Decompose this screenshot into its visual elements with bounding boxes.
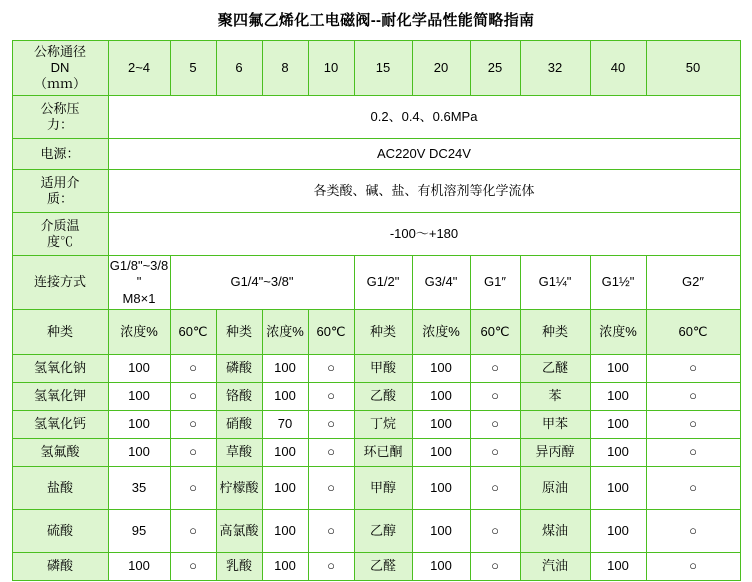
value-power: AC220V DC24V <box>108 139 740 170</box>
chem-kind: 乙醇 <box>354 509 412 552</box>
chem-temp-mark: ○ <box>170 552 216 580</box>
chem-kind: 乙酸 <box>354 382 412 410</box>
connection-value: G1½" <box>590 256 646 310</box>
label-dn-line2: DN <box>50 59 70 75</box>
chem-concentration: 100 <box>590 410 646 438</box>
chem-concentration: 95 <box>108 509 170 552</box>
chem-temp-mark: ○ <box>646 382 740 410</box>
chem-concentration: 100 <box>262 354 308 382</box>
label-temperature <box>12 213 108 256</box>
connection-value <box>108 256 170 310</box>
label-pressure-line2: 力： <box>46 117 73 132</box>
chem-kind: 乙醚 <box>520 354 590 382</box>
connection-value: G3/4" <box>412 256 470 310</box>
value-pressure: 0.2、0.4、0.6MPa <box>108 96 740 139</box>
chem-temp-mark: ○ <box>308 438 354 466</box>
chem-concentration: 100 <box>412 410 470 438</box>
chem-temp-mark: ○ <box>308 382 354 410</box>
dn-value: 8 <box>262 41 308 96</box>
chem-concentration: 100 <box>590 438 646 466</box>
table-row-connection <box>12 256 740 310</box>
chem-concentration: 100 <box>108 354 170 382</box>
label-pressure-line1: 公称压 <box>40 100 80 116</box>
chem-concentration: 100 <box>108 438 170 466</box>
chem-temp-mark: ○ <box>308 552 354 580</box>
chem-concentration: 100 <box>262 382 308 410</box>
table-row <box>12 509 740 552</box>
chem-kind: 氢氟酸 <box>12 438 108 466</box>
chem-concentration: 70 <box>262 410 308 438</box>
chem-temp-mark: ○ <box>470 438 520 466</box>
label-connection: 连接方式 <box>12 256 108 310</box>
connection-value: G1″ <box>470 256 520 310</box>
table-row-media <box>12 170 740 213</box>
chem-kind: 铬酸 <box>216 382 262 410</box>
table-row-power <box>12 139 740 170</box>
dn-value: 15 <box>354 41 412 96</box>
table-row-dn <box>12 41 740 96</box>
chem-concentration: 100 <box>412 354 470 382</box>
chem-temp-mark: ○ <box>470 410 520 438</box>
chem-temp-mark: ○ <box>470 354 520 382</box>
chem-concentration: 100 <box>108 382 170 410</box>
dn-value: 25 <box>470 41 520 96</box>
chem-temp-mark: ○ <box>470 509 520 552</box>
chem-temp-mark: ○ <box>170 382 216 410</box>
chem-temp-mark: ○ <box>646 410 740 438</box>
chem-kind: 硫酸 <box>12 509 108 552</box>
chem-kind: 苯 <box>520 382 590 410</box>
chem-temp-mark: ○ <box>470 382 520 410</box>
chem-header-concentration-4: 浓度% <box>590 309 646 354</box>
chem-temp-mark: ○ <box>170 410 216 438</box>
chem-temp-mark: ○ <box>646 466 740 509</box>
chem-header-concentration-2: 浓度% <box>262 309 308 354</box>
specification-table <box>12 40 741 581</box>
chem-kind: 磷酸 <box>12 552 108 580</box>
chem-concentration: 100 <box>262 438 308 466</box>
chem-concentration: 35 <box>108 466 170 509</box>
chem-kind: 乙醛 <box>354 552 412 580</box>
dn-value: 6 <box>216 41 262 96</box>
dn-value: 40 <box>590 41 646 96</box>
table-row-pressure <box>12 96 740 139</box>
connection-value-line2: M8×1 <box>122 290 156 306</box>
chem-concentration: 100 <box>412 466 470 509</box>
dn-value: 32 <box>520 41 590 96</box>
chem-header-temp-3: 60℃ <box>470 309 520 354</box>
table-row <box>12 410 740 438</box>
table-row <box>12 438 740 466</box>
table-row-chem-header <box>12 309 740 354</box>
chem-concentration: 100 <box>590 509 646 552</box>
chem-header-temp-1: 60℃ <box>170 309 216 354</box>
chem-temp-mark: ○ <box>646 438 740 466</box>
chem-concentration: 100 <box>412 382 470 410</box>
chem-kind: 汽油 <box>520 552 590 580</box>
chem-kind: 煤油 <box>520 509 590 552</box>
chem-temp-mark: ○ <box>308 410 354 438</box>
chem-concentration: 100 <box>590 382 646 410</box>
table-row-temperature <box>12 213 740 256</box>
chem-concentration: 100 <box>262 552 308 580</box>
chem-concentration: 100 <box>412 509 470 552</box>
chem-temp-mark: ○ <box>170 509 216 552</box>
dn-value: 2~4 <box>108 41 170 96</box>
chem-kind: 高氯酸 <box>216 509 262 552</box>
label-dn-line3: （ｍｍ） <box>33 76 86 92</box>
connection-value: G1/2" <box>354 256 412 310</box>
label-dn <box>12 41 108 96</box>
chem-kind: 原油 <box>520 466 590 509</box>
chem-temp-mark: ○ <box>308 466 354 509</box>
table-row <box>12 382 740 410</box>
chem-concentration: 100 <box>262 466 308 509</box>
chem-header-temp-2: 60℃ <box>308 309 354 354</box>
label-dn-line1: 公称通径 <box>33 43 86 59</box>
chem-header-temp-4: 60℃ <box>646 309 740 354</box>
chem-concentration: 100 <box>412 552 470 580</box>
label-media-line2: 质： <box>46 191 73 206</box>
chem-kind: 磷酸 <box>216 354 262 382</box>
chem-temp-mark: ○ <box>646 354 740 382</box>
label-pressure <box>12 96 108 139</box>
connection-value: G1/4"~3/8" <box>170 256 354 310</box>
chem-temp-mark: ○ <box>470 466 520 509</box>
chem-temp-mark: ○ <box>646 509 740 552</box>
chem-header-kind-1: 种类 <box>12 309 108 354</box>
chem-kind: 环已酮 <box>354 438 412 466</box>
chem-header-concentration-1: 浓度% <box>108 309 170 354</box>
chem-kind: 氢氧化钙 <box>12 410 108 438</box>
chem-header-kind-2: 种类 <box>216 309 262 354</box>
label-media <box>12 170 108 213</box>
chem-temp-mark: ○ <box>470 552 520 580</box>
chem-temp-mark: ○ <box>308 354 354 382</box>
chem-kind: 异丙醇 <box>520 438 590 466</box>
chem-header-kind-3: 种类 <box>354 309 412 354</box>
dn-value: 50 <box>646 41 740 96</box>
chem-temp-mark: ○ <box>170 438 216 466</box>
chem-concentration: 100 <box>590 552 646 580</box>
table-row <box>12 552 740 580</box>
value-temperature: -100～+180 <box>108 213 740 256</box>
chem-temp-mark: ○ <box>170 354 216 382</box>
chem-kind: 氢氧化钠 <box>12 354 108 382</box>
chem-temp-mark: ○ <box>170 466 216 509</box>
label-media-line1: 适用介 <box>40 174 80 190</box>
chem-kind: 硝酸 <box>216 410 262 438</box>
chem-concentration: 100 <box>108 410 170 438</box>
chem-kind: 甲醇 <box>354 466 412 509</box>
chem-concentration: 100 <box>590 354 646 382</box>
chem-kind: 柠檬酸 <box>216 466 262 509</box>
chem-kind: 草酸 <box>216 438 262 466</box>
chem-temp-mark: ○ <box>308 509 354 552</box>
chem-kind: 氢氧化钾 <box>12 382 108 410</box>
label-temperature-line2: 度℃ <box>46 234 73 249</box>
value-media: 各类酸、碱、盐、有机溶剂等化学流体 <box>108 170 740 213</box>
table-row <box>12 354 740 382</box>
connection-value: G2″ <box>646 256 740 310</box>
table-row <box>12 466 740 509</box>
chem-concentration: 100 <box>590 466 646 509</box>
label-temperature-line1: 介质温 <box>40 217 80 233</box>
dn-value: 20 <box>412 41 470 96</box>
page-title: 聚四氟乙烯化工电磁阀--耐化学品性能简略指南 <box>217 12 535 29</box>
chem-kind: 丁烷 <box>354 410 412 438</box>
chem-concentration: 100 <box>412 438 470 466</box>
label-power: 电源： <box>12 139 108 170</box>
chem-concentration: 100 <box>108 552 170 580</box>
chem-kind: 乳酸 <box>216 552 262 580</box>
connection-value: G1¼" <box>520 256 590 310</box>
dn-value: 5 <box>170 41 216 96</box>
chem-kind: 盐酸 <box>12 466 108 509</box>
chem-header-concentration-3: 浓度% <box>412 309 470 354</box>
dn-value: 10 <box>308 41 354 96</box>
connection-value-line1: G1/8"~3/8" <box>109 258 169 290</box>
chem-header-kind-4: 种类 <box>520 309 590 354</box>
chem-temp-mark: ○ <box>646 552 740 580</box>
chem-concentration: 100 <box>262 509 308 552</box>
chem-kind: 甲酸 <box>354 354 412 382</box>
chem-kind: 甲苯 <box>520 410 590 438</box>
